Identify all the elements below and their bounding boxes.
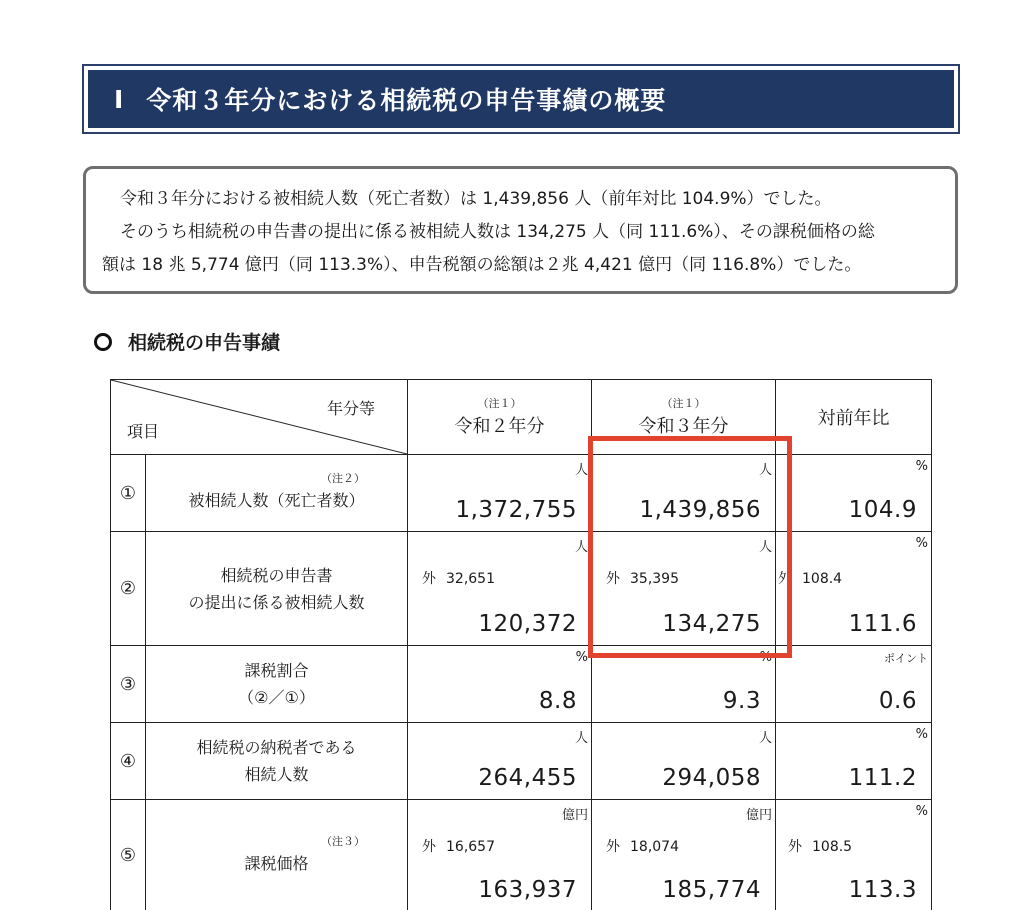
value-cell-r3 [592,455,776,532]
inheritance-tax-table [110,379,932,910]
outside-value [788,836,852,856]
outside-value [606,568,679,588]
outside-prefix: 外 [422,839,436,855]
value-cell-yoy [776,532,932,646]
value-cell-r3 [592,646,776,723]
row-label-line1: 被相続人数（死亡者数） [188,491,365,510]
outside-value [422,568,495,588]
main-value: 111.6 [848,611,917,637]
header-year-label: 年分等 [326,399,375,418]
row-index: ① [111,455,146,532]
circle-bullet-icon [94,333,112,351]
header-col-label: 令和２年分 [454,415,545,437]
header-col-yoy [776,380,932,455]
main-value: 1,439,856 [639,497,761,523]
outside-number: 108.4 [802,571,843,587]
outside-prefix: 外 [422,571,436,587]
unit-label: % [759,650,772,665]
value-cell-r3 [592,800,776,910]
unit-label: 億円 [745,808,772,823]
value-cell-r2 [408,455,592,532]
value-cell-yoy [776,455,932,532]
table-row [111,723,932,800]
main-value: 163,937 [478,877,577,903]
row-label-line1: 課税割合 [244,661,309,680]
unit-label: 人 [574,540,588,555]
unit-label: % [915,804,928,819]
summary-line-1: 令和３年分における被相続人数（死亡者数）は 1,439,856 人（前年対比 104.9%）でした。 [120,189,832,209]
row-note: （注３） [321,834,365,848]
header-diagonal-cell [111,380,408,455]
header-col-label: 令和３年分 [638,415,729,437]
outside-number: 16,657 [446,839,495,855]
value-cell-r3 [592,532,776,646]
summary-line-2: そのうち相続税の申告書の提出に係る被相続人数は 134,275 人（同 111.6%）、その課税価格の総 [120,222,875,242]
outside-value [422,836,495,856]
row-label-line2: 相続人数 [244,765,309,784]
row-index: ④ [111,723,146,800]
table-row [111,800,932,910]
main-value: 120,372 [478,611,577,637]
title-number: Ⅰ [114,84,125,114]
unit-label: 人 [758,540,772,555]
header-note: （注１） [661,396,706,410]
value-cell-r2 [408,532,592,646]
row-index: ③ [111,646,146,723]
row-label [146,723,408,800]
header-col-r3 [592,380,776,455]
row-index: ⑤ [111,800,146,910]
title-banner-inner [88,70,954,128]
unit-label: 人 [758,731,772,746]
table-row [111,532,932,646]
main-value: 185,774 [662,877,761,903]
row-label [146,800,408,910]
row-label [146,455,408,532]
outside-number: 18,074 [630,839,679,855]
summary-box [83,166,958,294]
unit-label: 人 [574,731,588,746]
table-row [111,455,932,532]
main-value: 113.3 [848,877,917,903]
title-banner [82,64,960,134]
value-cell-yoy [776,723,932,800]
unit-label: % [915,727,928,742]
table-header-row [111,380,932,455]
value-cell-r2 [408,800,592,910]
header-note: （注１） [477,396,522,410]
outside-prefix: 外 [606,839,620,855]
main-value: 1,372,755 [455,497,577,523]
header-col-r2 [408,380,592,455]
summary-line-3: 額は 18 兆 5,774 億円（同 113.3%）、申告税額の総額は２兆 4,421 億円（同 116.8%）でした。 [102,255,862,275]
section-heading-text: 相続税の申告事績 [128,332,281,354]
table-row [111,646,932,723]
unit-label: 億円 [561,808,588,823]
row-note: （注２） [321,472,365,485]
unit-label: % [915,459,928,474]
unit-label: 人 [574,463,588,478]
row-label [146,646,408,723]
outside-prefix: 外 [606,571,620,587]
outside-number: 108.5 [812,839,853,855]
row-label-line1: 相続税の納税者である [196,738,357,757]
main-value: 294,058 [662,765,761,791]
unit-label: % [575,650,588,665]
row-label-line2: （②／①） [238,688,315,707]
outside-value [606,836,679,856]
main-value: 8.8 [538,688,577,714]
main-value: 9.3 [722,688,761,714]
outside-prefix: 外 [788,839,802,855]
outside-value [778,568,842,588]
row-label [146,532,408,646]
header-item-label: 項目 [127,422,160,441]
main-value: 0.6 [878,688,917,714]
unit-label: 人 [758,463,772,478]
main-value: 104.9 [848,497,917,523]
outside-number: 35,395 [630,571,679,587]
value-cell-r2 [408,723,592,800]
main-value: 111.2 [848,765,917,791]
section-heading [94,328,280,355]
value-cell-yoy [776,646,932,723]
outside-number: 32,651 [446,571,495,587]
page-title: 令和３年分における相続税の申告事績の概要 [146,86,667,115]
row-label-line1: 課税価格 [244,853,309,873]
row-label-line2: の提出に係る被相続人数 [188,592,365,612]
value-cell-r3 [592,723,776,800]
row-label-line1: 相続税の申告書 [220,565,333,585]
main-value: 134,275 [662,611,761,637]
outside-prefix: 外 [778,571,792,587]
value-cell-yoy [776,800,932,910]
unit-label: ポイント [884,652,928,665]
unit-label: % [915,536,928,551]
value-cell-r2 [408,646,592,723]
row-index: ② [111,532,146,646]
main-value: 264,455 [478,765,577,791]
header-col-label: 対前年比 [817,408,890,429]
